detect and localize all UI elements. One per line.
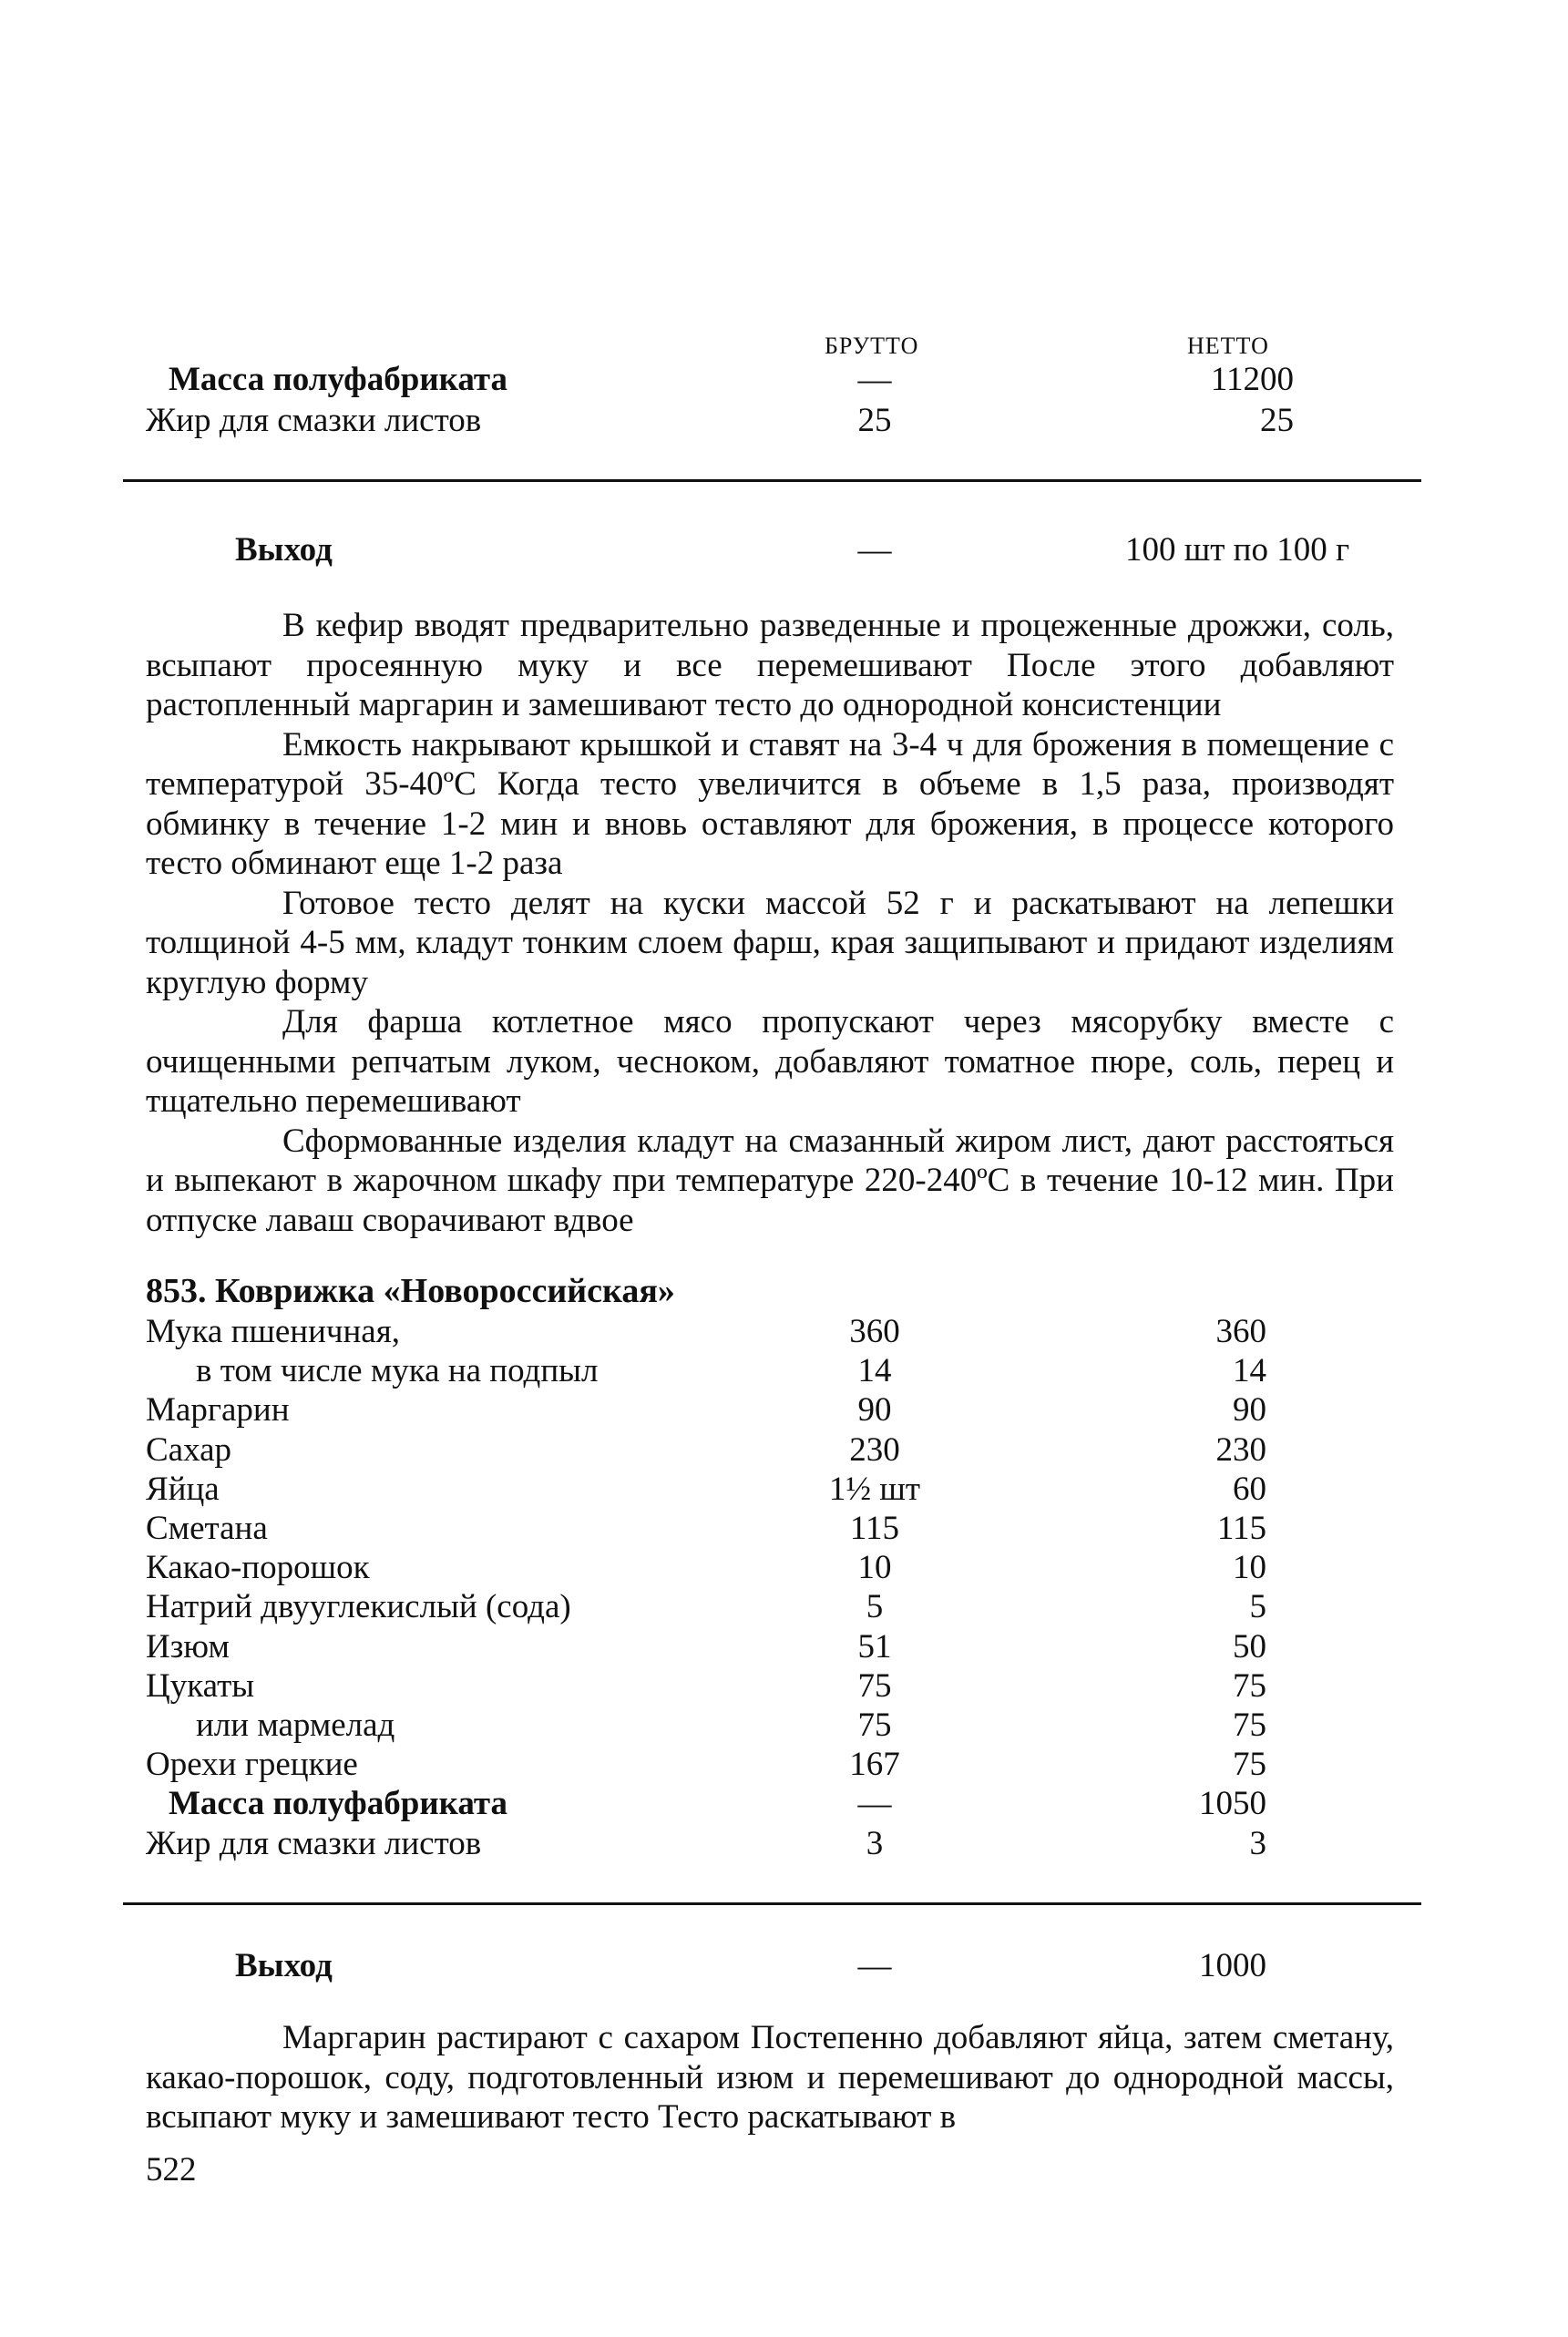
ingredient-brutto: 1½ шт	[828, 1470, 921, 1508]
paragraph: Готовое тесто делят на куски массой 52 г и раскатывают на лепешки толщиной 4-5 мм, кладут тонким слоем фарш, края защипывают и придают изделиям круглую форму	[146, 884, 1394, 1001]
top-row-name: Масса полуфабриката	[169, 361, 508, 398]
ingredient-brutto: 75	[857, 1666, 892, 1705]
paragraph: Маргарин растирают с сахаром Постепенно добавляют яйца, затем сметану, какао-порошок, соду, подготовленный изюм и перемешивают до однородной массы, всыпают муку и замешивают тесто Тесто раскатывают в	[146, 2019, 1394, 2136]
paragraph: Для фарша котлетное мясо пропускают через мясорубку вместе с очищенными репчатым луком, чесноком, добавляют томатное пюре, соль, перец и тщательно перемешивают	[146, 1003, 1394, 1120]
ingredient-netto: 230	[1215, 1430, 1266, 1469]
table-divider	[123, 479, 1421, 482]
ingredient-brutto: 230	[849, 1430, 900, 1469]
ingredient-netto: 90	[1233, 1391, 1266, 1430]
ingredient-netto: 10	[1233, 1549, 1266, 1587]
ingredient-brutto: 167	[849, 1746, 900, 1784]
output-label: Выход	[235, 1947, 333, 1984]
paragraph: Емкость накрывают крышкой и ставят на 3-4 ч для брожения в помещение с температурой 35-40ºС Когда тесто увеличится в объеме в 1,5 раза, производят обминку в течение 1-2 мин и вновь оставляют для брожения, в процессе которого тесто обминают еще 1-2 раза	[146, 725, 1394, 882]
ingredient-netto: 75	[1233, 1746, 1266, 1784]
ingredient-name: Сметана	[146, 1510, 268, 1547]
ingredient-netto: 14	[1233, 1352, 1266, 1390]
ingredient-brutto: 14	[857, 1352, 892, 1390]
paragraph: В кефир вводят предварительно разведенные и процеженные дрожжи, соль, всыпают просеянную муку и все перемешивают После этого добавляют растопленный маргарин и замешивают тесто до однородной консистенции	[146, 607, 1394, 723]
ingredient-brutto: 115	[849, 1510, 900, 1547]
ingredient-netto: 1050	[1199, 1785, 1266, 1823]
ingredient-name: Цукаты	[146, 1666, 255, 1705]
output-label: Выход	[235, 531, 333, 569]
page-number: 522	[146, 2151, 197, 2188]
ingredient-netto: 115	[1216, 1510, 1266, 1547]
output-brutto: —	[857, 1947, 892, 1984]
ingredient-brutto: 5	[866, 1588, 884, 1626]
ingredient-name: Жир для смазки листов	[146, 1824, 482, 1862]
top-row-brutto: 25	[857, 402, 892, 439]
recipe-title: 853. Коврижка «Новороссийская»	[146, 1272, 675, 1310]
ingredient-brutto: 360	[849, 1313, 900, 1350]
output-brutto: —	[857, 531, 892, 569]
output-netto: 100 шт по 100 г	[1125, 531, 1350, 569]
ingredient-name: Изюм	[146, 1627, 230, 1666]
ingredient-brutto: 51	[857, 1627, 892, 1666]
ingredient-netto: 50	[1233, 1627, 1266, 1666]
ingredient-brutto: 3	[866, 1824, 884, 1862]
ingredient-name: Мука пшеничная,	[146, 1313, 400, 1350]
ingredient-name: Орехи грецкие	[146, 1746, 358, 1784]
top-row-netto: 25	[1260, 402, 1294, 439]
paragraph: Сформованные изделия кладут на смазанный жиром лист, дают расстояться и выпекают в жарочном шкафу при температуре 220-240ºС в течение 10-12 мин. При отпуске лаваш сворачивают вдвое	[146, 1122, 1394, 1239]
ingredient-netto: 360	[1215, 1313, 1266, 1350]
top-row-name: Жир для смазки листов	[146, 402, 482, 439]
ingredient-name: Сахар	[146, 1430, 232, 1469]
ingredient-name: или мармелад	[196, 1707, 395, 1744]
instructions-block	[146, 606, 1394, 1240]
ingredient-brutto: 10	[857, 1549, 892, 1587]
ingredient-netto: 75	[1233, 1707, 1266, 1744]
ingredient-name: Какао-порошок	[146, 1549, 370, 1587]
ingredient-name: Масса полуфабриката	[169, 1785, 508, 1823]
ingredient-name: Натрий двууглекислый (сода)	[146, 1588, 571, 1626]
ingredient-brutto: —	[857, 1785, 892, 1823]
column-header-brutto: БРУТТО	[825, 333, 919, 359]
ingredient-netto: 5	[1249, 1588, 1266, 1626]
ingredient-netto: 75	[1233, 1666, 1266, 1705]
ingredient-name: Маргарин	[146, 1391, 290, 1430]
top-row-brutto: —	[857, 361, 892, 398]
instructions-block	[146, 2018, 1394, 2137]
ingredient-netto: 60	[1233, 1470, 1266, 1508]
ingredient-brutto: 75	[857, 1707, 892, 1744]
output-netto: 1000	[1199, 1947, 1266, 1984]
column-header-netto: НЕТТО	[1187, 333, 1269, 359]
ingredient-name: в том числе мука на подпыл	[196, 1352, 599, 1390]
top-row-netto: 11200	[1210, 361, 1294, 398]
ingredient-netto: 3	[1249, 1824, 1266, 1862]
ingredient-name: Яйца	[146, 1470, 220, 1508]
ingredient-brutto: 90	[857, 1391, 892, 1430]
table-divider	[123, 1902, 1421, 1905]
